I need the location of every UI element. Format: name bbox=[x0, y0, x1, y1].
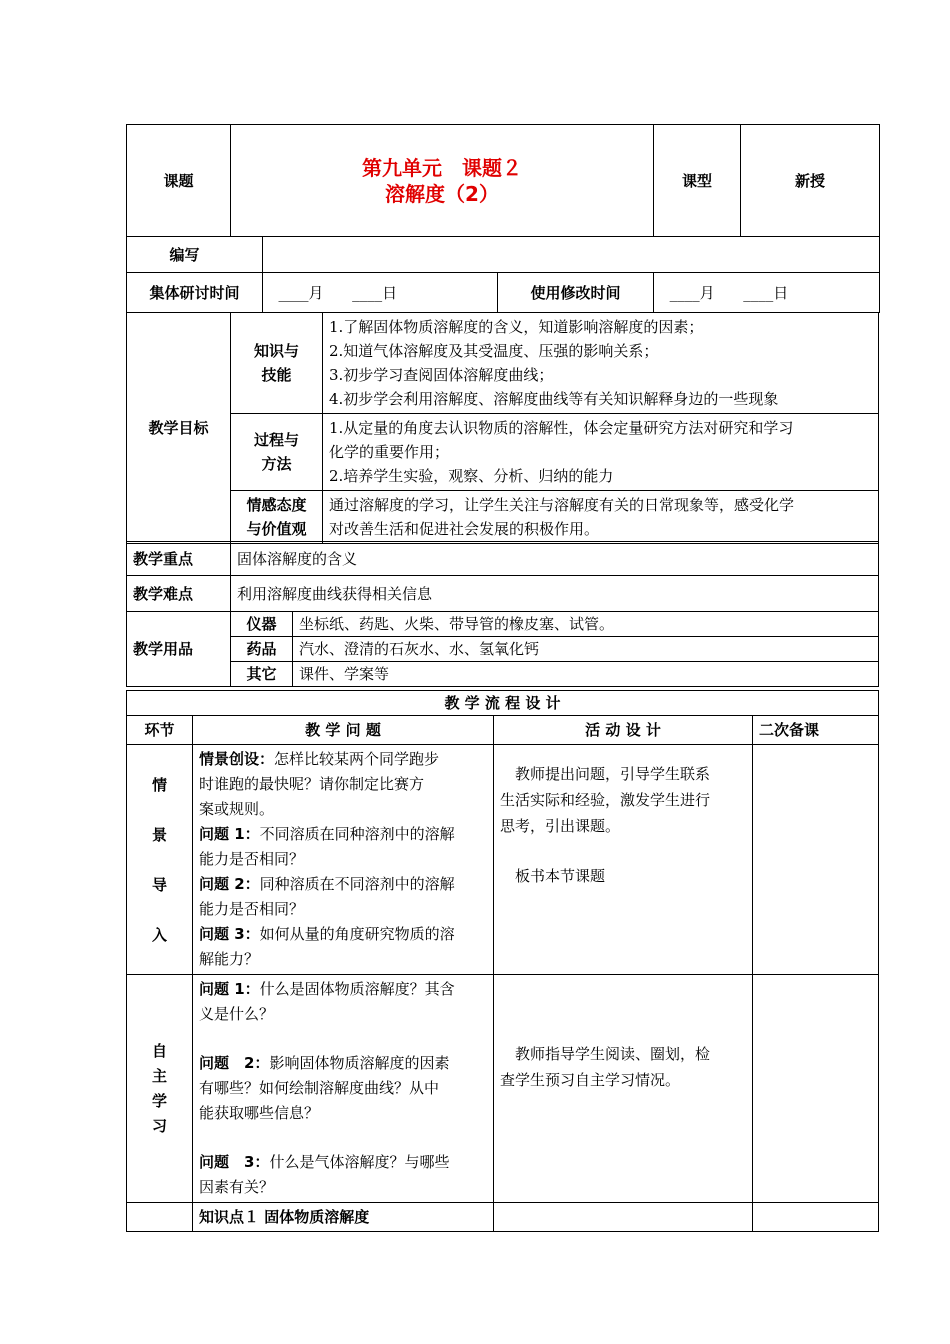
col-note: 二次备课 bbox=[753, 716, 879, 745]
revise-time-cell bbox=[654, 273, 880, 313]
author-label: 编写 bbox=[127, 237, 263, 273]
stage3-stage bbox=[127, 1203, 193, 1232]
author-value bbox=[263, 237, 880, 273]
course-title-line1: 第九单元 课题２ bbox=[362, 155, 523, 180]
revise-time-label: 使用修改时间 bbox=[498, 273, 654, 313]
difficulty-value: 利用溶解度曲线获得相关信息 bbox=[231, 576, 879, 612]
materials-label: 教学用品 bbox=[127, 612, 231, 687]
stage3-note bbox=[753, 1203, 879, 1232]
stage2-questions: 问题 1：什么是固体物质溶解度？其含 义是什么？ 问题 2：影响固体物质溶解度的因素 有哪些？如何绘制溶解度曲线？从中 能获取哪些信息？ 问题 3：什么是气体溶解度？与哪些 因素有关？ bbox=[193, 975, 494, 1203]
stage2-note bbox=[753, 975, 879, 1203]
drug-value: 汽水、澄清的石灰水、水、氢氧化钙 bbox=[293, 637, 879, 662]
knowledge-objectives bbox=[323, 313, 879, 414]
course-title-cell bbox=[231, 125, 654, 237]
key-point-label: 教学重点 bbox=[127, 542, 231, 576]
difficulty-label: 教学难点 bbox=[127, 576, 231, 612]
knowledge-point-1: 知识点１ 固体物质溶解度 bbox=[193, 1203, 494, 1232]
other-value: 课件、学案等 bbox=[293, 662, 879, 687]
stage1-note bbox=[753, 745, 879, 975]
instrument-label: 仪器 bbox=[231, 612, 293, 637]
emotion-objectives: 通过溶解度的学习，让学生关注与溶解度有关的日常现象等，感受化学 对改善生活和促进社会发展的积极作用。 bbox=[323, 491, 879, 544]
stage3-activity bbox=[494, 1203, 753, 1232]
points-table bbox=[126, 541, 879, 687]
flow-table bbox=[126, 690, 879, 1232]
process-label: 过程与 方法 bbox=[231, 414, 323, 491]
drug-label: 药品 bbox=[231, 637, 293, 662]
research-month: ____月 bbox=[278, 283, 324, 302]
col-stage: 环节 bbox=[127, 716, 193, 745]
stage2-activity: 教师指导学生阅读、圈划，检 查学生预习自主学习情况。 bbox=[494, 975, 753, 1203]
instrument-value: 坐标纸、药匙、火柴、带导管的橡皮塞、试管。 bbox=[293, 612, 879, 637]
col-activity: 活 动 设 计 bbox=[494, 716, 753, 745]
emotion-label: 情感态度 与价值观 bbox=[231, 491, 323, 544]
research-day: ____日 bbox=[352, 283, 398, 302]
header-table bbox=[126, 124, 880, 313]
objectives-label: 教学目标 bbox=[127, 313, 231, 544]
revise-day: ____日 bbox=[743, 283, 789, 302]
stage1-activity: 教师提出问题，引导学生联系 生活实际和经验，激发学生进行 思考，引出课题。 板书本节课题 bbox=[494, 745, 753, 975]
process-objectives: 1.从定量的角度去认识物质的溶解性，体会定量研究方法对研究和学习 化学的重要作用； 2.培养学生实验，观察、分析、归纳的能力 bbox=[323, 414, 879, 491]
research-time-label: 集体研讨时间 bbox=[127, 273, 263, 313]
knowledge-item: 4.初步学会利用溶解度、溶解度曲线等有关知识解释身边的一些现象 bbox=[329, 390, 779, 408]
knowledge-item: 1.了解固体物质溶解度的含义，知道影响溶解度的因素； bbox=[329, 318, 704, 336]
type-label: 课型 bbox=[654, 125, 741, 237]
stage-situation-intro: 情 景 导 入 bbox=[127, 745, 193, 975]
research-time-cell bbox=[263, 273, 498, 313]
knowledge-item: 3.初步学习查阅固体溶解度曲线； bbox=[329, 366, 554, 384]
type-value: 新授 bbox=[741, 125, 880, 237]
stage-self-study: 自 主 学 习 bbox=[127, 975, 193, 1203]
knowledge-label: 知识与 技能 bbox=[231, 313, 323, 414]
other-label: 其它 bbox=[231, 662, 293, 687]
flow-heading: 教 学 流 程 设 计 bbox=[127, 691, 879, 716]
course-label: 课题 bbox=[127, 125, 231, 237]
revise-month: ____月 bbox=[669, 283, 715, 302]
col-question: 教 学 问 题 bbox=[193, 716, 494, 745]
course-title-line2: 溶解度（2） bbox=[385, 181, 499, 206]
knowledge-item: 2.知道气体溶解度及其受温度、压强的影响关系； bbox=[329, 342, 659, 360]
stage1-questions: 情景创设：怎样比较某两个同学跑步 时谁跑的最快呢？请你制定比赛方 案或规则。 问题 1：不同溶质在同种溶剂中的溶解 能力是否相同？ 问题 2：同种溶质在不同溶剂中的溶解 能力是否相同？ 问题 3：如何从量的角度研究物质的溶 解能力？ bbox=[193, 745, 494, 975]
objectives-table bbox=[126, 312, 879, 544]
key-point-value: 固体溶解度的含义 bbox=[231, 542, 879, 576]
